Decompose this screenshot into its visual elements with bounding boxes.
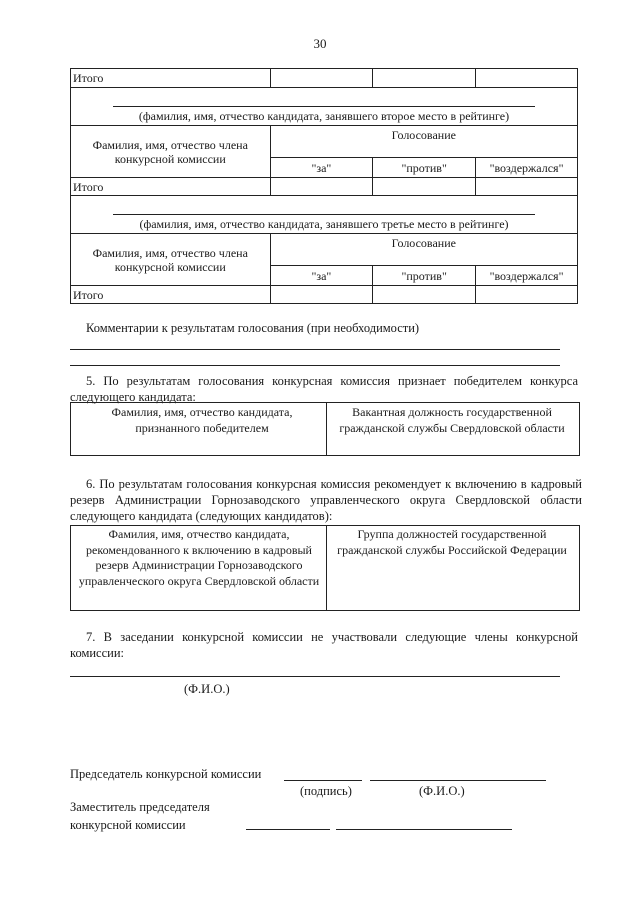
- vacant-position-header: Вакантная должность государственной гражданской службы Свердловской области: [339, 405, 565, 435]
- vote-for-header-2: "за": [270, 266, 373, 286]
- itogo-row-first: Итого: [71, 69, 271, 88]
- deputy-fio-line: [336, 829, 512, 830]
- chairman-fio-line: [370, 780, 546, 781]
- signature-caption: (подпись): [300, 784, 352, 798]
- vote-against-header: "против": [373, 158, 476, 178]
- itogo-row-third: Итого: [71, 286, 271, 304]
- vote-abstain-header-2: "воздержался": [476, 266, 578, 286]
- itogo-row-second: Итого: [71, 178, 271, 196]
- member-column-header: Фамилия, имя, отчество члена конкурсной комиссии: [71, 126, 271, 178]
- deputy-signature-line: [246, 829, 330, 830]
- vote-header-2: Голосование: [270, 234, 577, 266]
- chairman-signature-line: [284, 780, 362, 781]
- section-7-text: 7. В заседании конкурсной комиссии не участвовали следующие члены конкурсной комиссии:: [70, 630, 578, 660]
- comments-line-1: [70, 349, 560, 350]
- fio-caption: (Ф.И.О.): [419, 784, 465, 798]
- absent-members-line: [70, 676, 560, 677]
- section-5-text: 5. По результатам голосования конкурсная комиссия признает победителем конкурса следующего кандидата:: [70, 374, 578, 404]
- chairman-label: Председатель конкурсной комиссии: [70, 767, 262, 781]
- absent-fio-label: (Ф.И.О.): [184, 682, 230, 696]
- vote-against-header-2: "против": [373, 266, 476, 286]
- comments-line-2: [70, 365, 560, 366]
- vote-abstain-header: "воздержался": [476, 158, 578, 178]
- section-6-text: 6. По результатам голосования конкурсная комиссия рекомендует к включению в кадровый резерв Администрации Горнозаводского управленческого округа Свердловской области следующего кандидата (следующих кандидатов):: [70, 477, 582, 523]
- member-column-header-2: Фамилия, имя, отчество члена конкурсной комиссии: [71, 234, 271, 286]
- voting-table: [70, 68, 578, 304]
- comments-label: Комментарии к результатам голосования (при необходимости): [86, 321, 420, 335]
- position-group-header: Группа должностей государственной гражданской службы Российской Федерации: [337, 527, 567, 557]
- deputy-label-line1: Заместитель председателя: [70, 800, 210, 814]
- deputy-label-line2: конкурсной комиссии: [70, 818, 186, 832]
- second-place-caption: (фамилия, имя, отчество кандидата, занявшего второе место в рейтинге): [138, 109, 510, 123]
- vote-header: Голосование: [270, 126, 577, 158]
- reserve-candidate-header: Фамилия, имя, отчество кандидата, рекомендованного к включению в кадровый резерв Администрации Горнозаводского управленческого округа Свердловской области: [78, 527, 320, 588]
- vote-for-header: "за": [270, 158, 373, 178]
- third-place-caption: (фамилия, имя, отчество кандидата, занявшего третье место в рейтинге): [139, 217, 509, 231]
- page-number: 30: [313, 36, 327, 51]
- winner-name-header: Фамилия, имя, отчество кандидата, признанного победителем: [111, 405, 293, 435]
